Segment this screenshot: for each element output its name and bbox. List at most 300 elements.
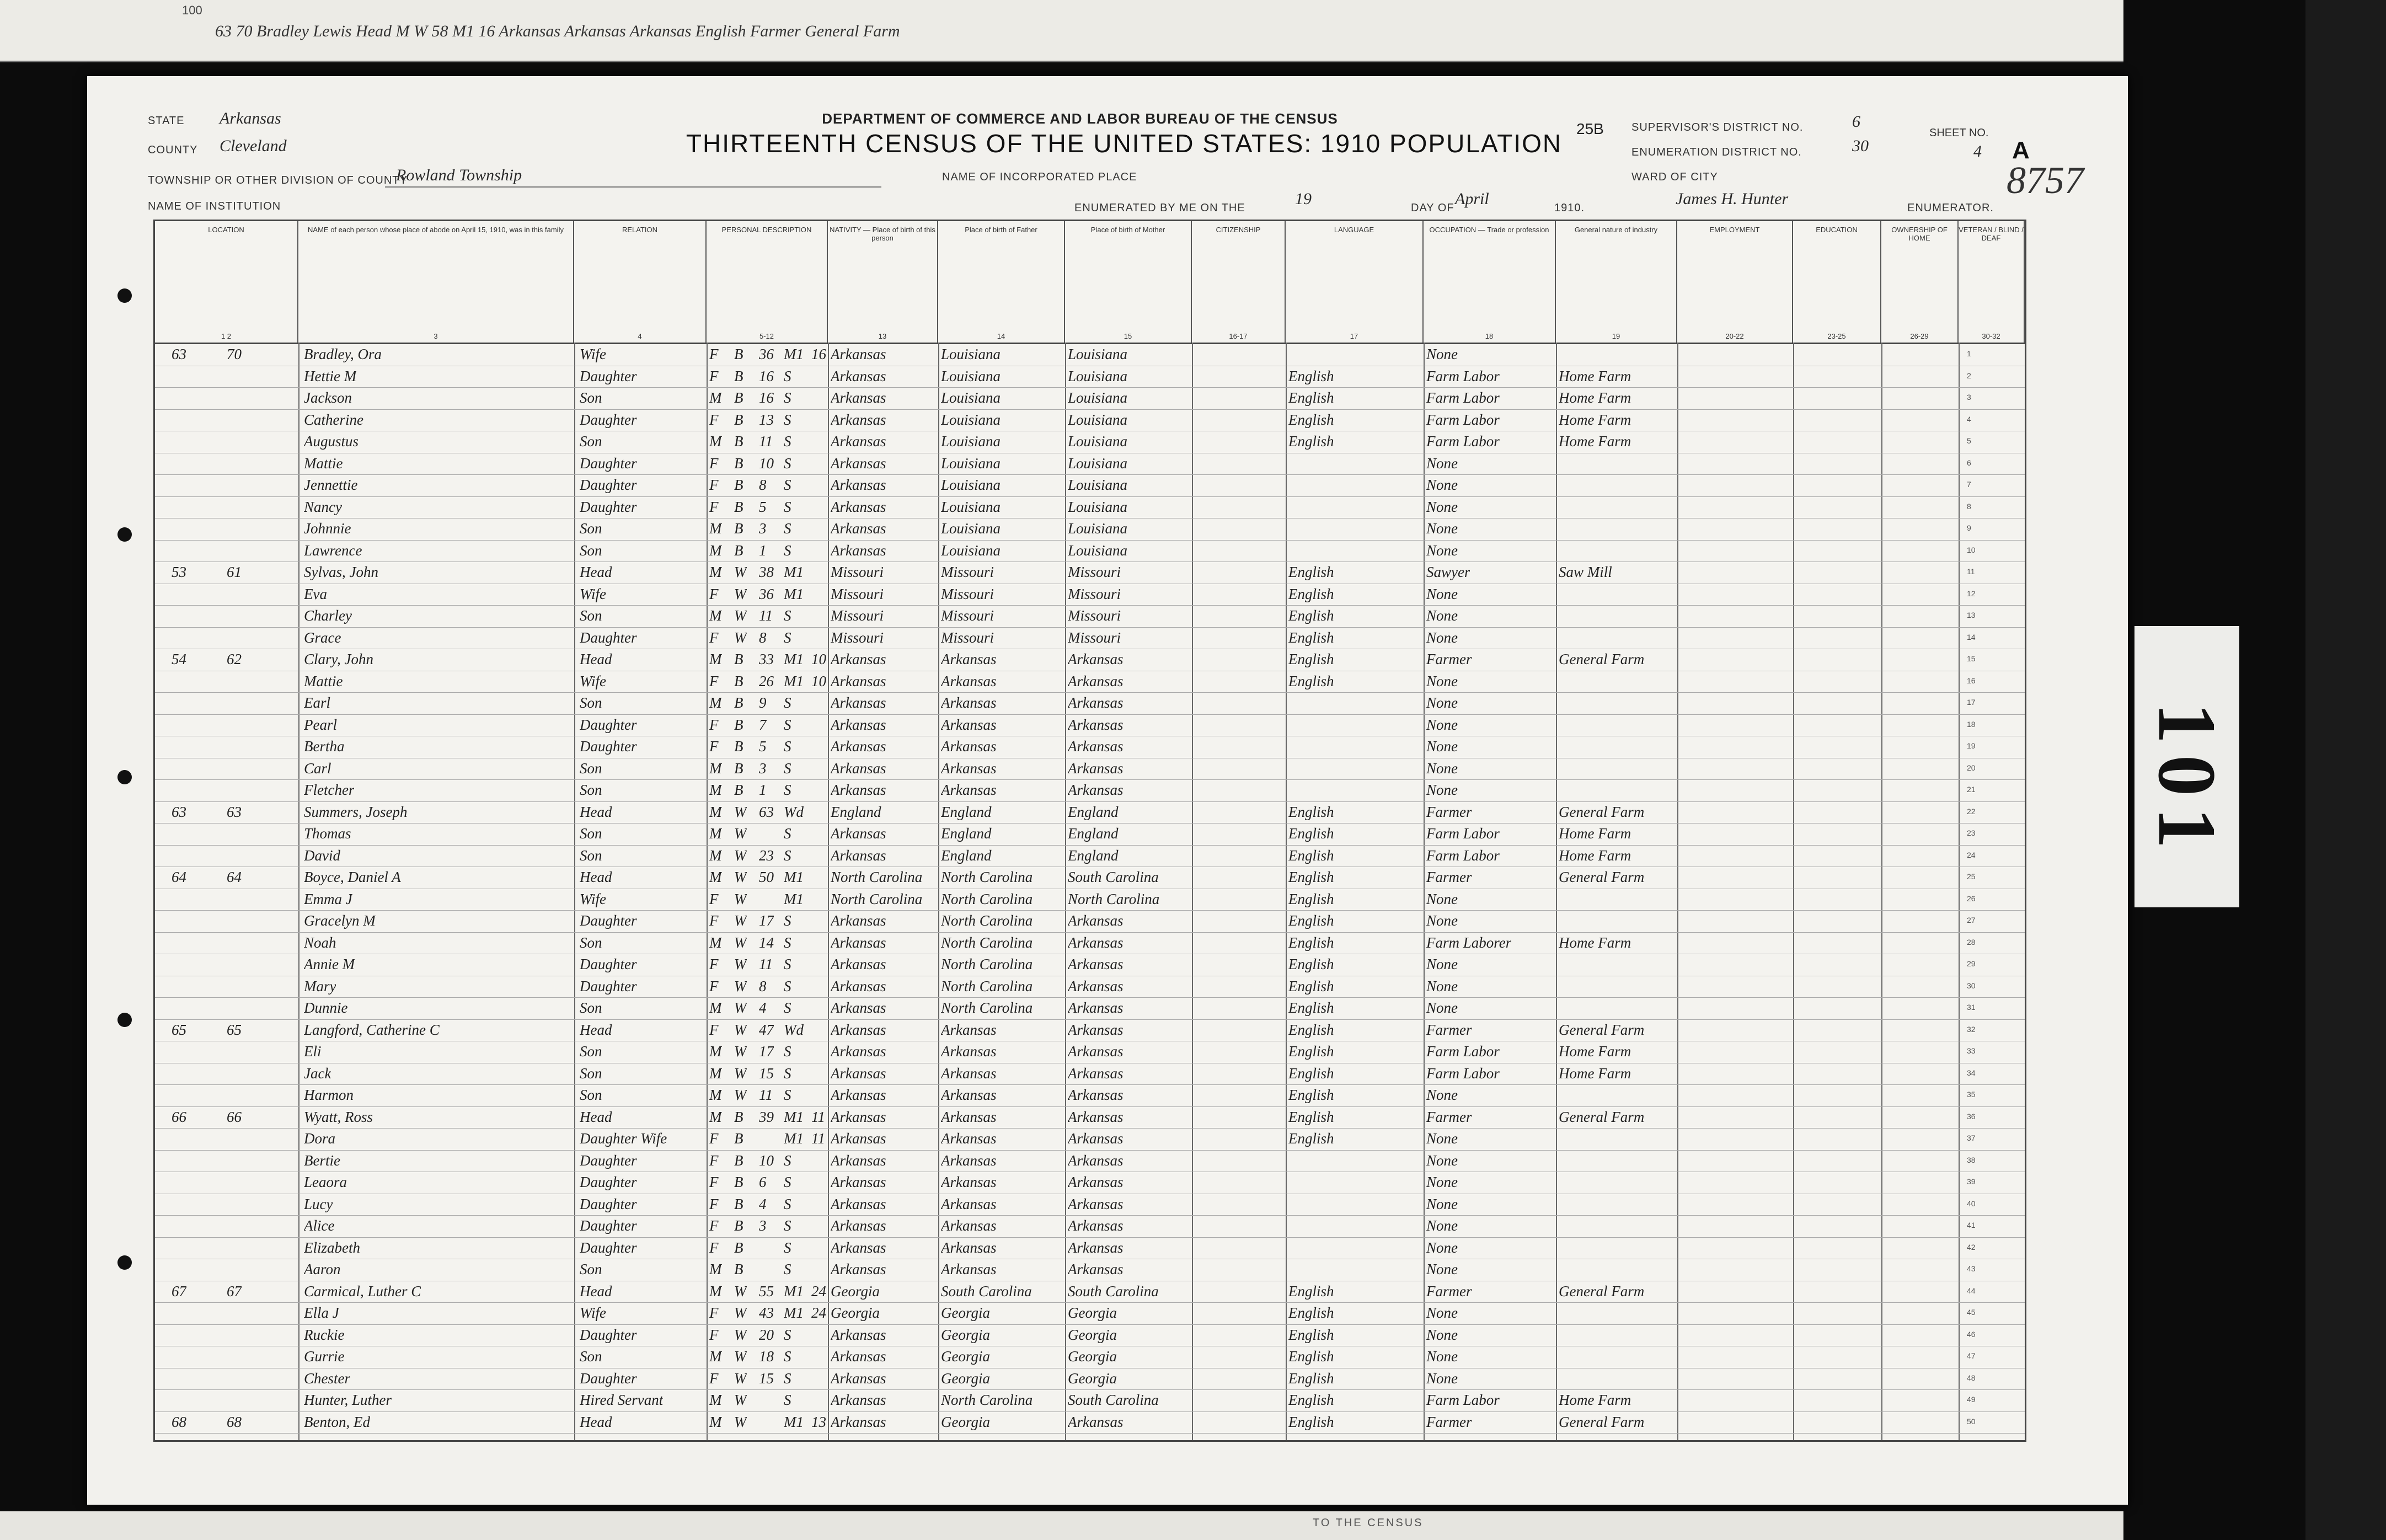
race: B bbox=[734, 367, 743, 384]
birthplace: Arkansas bbox=[831, 1348, 886, 1365]
row-number: 29 bbox=[1967, 959, 1976, 968]
occupation: None bbox=[1426, 956, 1458, 972]
father-birthplace: Georgia bbox=[941, 1370, 990, 1387]
sex: M bbox=[709, 564, 722, 580]
industry: General Farm bbox=[1559, 1282, 1645, 1300]
row-number: 6 bbox=[1967, 458, 1971, 467]
birthplace: Arkansas bbox=[831, 782, 886, 798]
language: English bbox=[1288, 367, 1334, 384]
father-birthplace: North Carolina bbox=[941, 912, 1033, 929]
column-number: 4 bbox=[638, 332, 642, 340]
race: W bbox=[734, 803, 747, 820]
enumeration-month: April bbox=[1455, 190, 1489, 208]
ward-label: WARD OF CITY bbox=[1631, 171, 1718, 183]
marital-status: Wd bbox=[784, 1021, 804, 1038]
person-name: Carl bbox=[304, 760, 331, 777]
column-rule bbox=[707, 343, 708, 1440]
relationship: Son bbox=[580, 1065, 602, 1082]
column-rule bbox=[1424, 343, 1425, 1440]
relationship: Head bbox=[580, 1413, 612, 1430]
row-number: 30 bbox=[1967, 981, 1976, 990]
mother-birthplace: Georgia bbox=[1068, 1370, 1117, 1387]
relationship: Son bbox=[580, 999, 602, 1016]
race: W bbox=[734, 564, 747, 580]
race: W bbox=[734, 912, 747, 929]
race: W bbox=[734, 890, 747, 907]
age: 10 bbox=[759, 1152, 774, 1169]
age: 8 bbox=[759, 477, 767, 493]
relationship: Head bbox=[580, 1282, 612, 1300]
column-number: 23-25 bbox=[1827, 332, 1846, 340]
enumeration-day: 19 bbox=[1295, 190, 1312, 208]
relationship: Head bbox=[580, 1021, 612, 1038]
birthplace: Arkansas bbox=[831, 1087, 886, 1103]
relationship: Son bbox=[580, 825, 602, 842]
birthplace: Arkansas bbox=[831, 1130, 886, 1147]
sex: F bbox=[709, 629, 719, 646]
column-rule bbox=[1065, 343, 1066, 1440]
mother-birthplace: Arkansas bbox=[1068, 977, 1124, 994]
race: W bbox=[734, 1065, 747, 1082]
mother-birthplace: Arkansas bbox=[1068, 1108, 1124, 1125]
occupation: None bbox=[1426, 498, 1458, 515]
person-name: Mattie bbox=[304, 672, 343, 689]
row-number: 45 bbox=[1967, 1308, 1976, 1317]
race: B bbox=[734, 1108, 743, 1125]
language: English bbox=[1288, 999, 1334, 1016]
occupation: Farm Laborer bbox=[1426, 934, 1512, 951]
relationship: Wife bbox=[580, 890, 606, 907]
mother-birthplace: Louisiana bbox=[1068, 520, 1128, 537]
relationship: Daughter bbox=[580, 629, 637, 646]
race: B bbox=[734, 498, 743, 515]
marital-status: S bbox=[784, 520, 791, 537]
race: W bbox=[734, 825, 747, 842]
marital-status: S bbox=[784, 389, 791, 406]
table-row bbox=[155, 1389, 2025, 1390]
industry: Home Farm bbox=[1559, 1065, 1631, 1082]
mother-birthplace: Arkansas bbox=[1068, 1239, 1124, 1256]
race: B bbox=[734, 716, 743, 733]
county-label: COUNTY bbox=[148, 144, 198, 156]
age: 5 bbox=[759, 738, 767, 755]
mother-birthplace: Arkansas bbox=[1068, 651, 1124, 667]
marital-status: S bbox=[784, 607, 791, 624]
race: W bbox=[734, 1087, 747, 1103]
language: English bbox=[1288, 890, 1334, 907]
person-name: Earl bbox=[304, 694, 331, 711]
birthplace: Georgia bbox=[831, 1282, 880, 1300]
father-birthplace: Georgia bbox=[941, 1348, 990, 1365]
row-number: 24 bbox=[1967, 850, 1976, 859]
birthplace: Arkansas bbox=[831, 956, 886, 972]
county-value: Cleveland bbox=[220, 137, 287, 155]
row-number: 16 bbox=[1967, 676, 1976, 685]
relationship: Son bbox=[580, 760, 602, 777]
father-birthplace: Arkansas bbox=[941, 1152, 997, 1169]
father-birthplace: Missouri bbox=[941, 564, 994, 580]
age: 15 bbox=[759, 1065, 774, 1082]
age: 6 bbox=[759, 1174, 767, 1190]
mother-birthplace: Georgia bbox=[1068, 1304, 1117, 1321]
marital-status: Wd bbox=[784, 803, 804, 820]
sheet-reference: 25B bbox=[1576, 120, 1604, 137]
column-number: 15 bbox=[1124, 332, 1132, 340]
relationship: Daughter bbox=[580, 1152, 637, 1169]
industry: General Farm bbox=[1559, 651, 1645, 667]
table-row bbox=[155, 474, 2025, 475]
table-row bbox=[155, 997, 2025, 998]
father-birthplace: Arkansas bbox=[941, 1108, 997, 1125]
industry: Home Farm bbox=[1559, 934, 1631, 951]
enumerator-label: ENUMERATOR. bbox=[1907, 202, 1994, 214]
relationship: Daughter bbox=[580, 1217, 637, 1234]
years-married: 10 bbox=[811, 651, 826, 667]
mother-birthplace: England bbox=[1068, 847, 1119, 864]
sex: F bbox=[709, 477, 719, 493]
marital-status: S bbox=[784, 454, 791, 472]
age: 17 bbox=[759, 1043, 774, 1060]
language: English bbox=[1288, 672, 1334, 689]
relationship: Daughter bbox=[580, 454, 637, 472]
dwelling-number: 64 bbox=[172, 869, 186, 885]
row-number: 19 bbox=[1967, 741, 1976, 750]
race: W bbox=[734, 1348, 747, 1365]
relationship: Wife bbox=[580, 1304, 606, 1321]
birthplace: Arkansas bbox=[831, 1021, 886, 1038]
person-name: Dunnie bbox=[304, 999, 348, 1016]
sex: M bbox=[709, 389, 722, 406]
mother-birthplace: England bbox=[1068, 803, 1119, 820]
occupation: Farm Labor bbox=[1426, 411, 1500, 428]
row-number: 11 bbox=[1967, 567, 1975, 576]
race: B bbox=[734, 542, 743, 559]
person-name: Emma J bbox=[304, 890, 352, 907]
marital-status: M1 bbox=[784, 1304, 804, 1321]
person-name: David bbox=[304, 847, 340, 864]
family-number: 62 bbox=[227, 651, 242, 667]
language: English bbox=[1288, 934, 1334, 951]
occupation: Farm Labor bbox=[1426, 1392, 1500, 1408]
mother-birthplace: Arkansas bbox=[1068, 1021, 1124, 1038]
column-header: LOCATION 1 2 bbox=[155, 221, 298, 343]
father-birthplace: Louisiana bbox=[941, 454, 1001, 472]
father-birthplace: Missouri bbox=[941, 629, 994, 646]
language: English bbox=[1288, 869, 1334, 885]
father-birthplace: Arkansas bbox=[941, 694, 997, 711]
occupation: None bbox=[1426, 716, 1458, 733]
row-number: 43 bbox=[1967, 1264, 1976, 1273]
sex: M bbox=[709, 651, 722, 667]
birthplace: Missouri bbox=[831, 607, 884, 624]
years-married: 11 bbox=[811, 1130, 825, 1147]
sex: M bbox=[709, 1282, 722, 1300]
mother-birthplace: Arkansas bbox=[1068, 1130, 1124, 1147]
table-row bbox=[155, 1128, 2025, 1129]
sex: M bbox=[709, 542, 722, 559]
person-name: Catherine bbox=[304, 411, 363, 428]
column-rule bbox=[1959, 343, 1960, 1440]
race: W bbox=[734, 1043, 747, 1060]
relationship: Son bbox=[580, 389, 602, 406]
marital-status: S bbox=[784, 1152, 791, 1169]
age: 4 bbox=[759, 999, 767, 1016]
industry: Home Farm bbox=[1559, 367, 1631, 384]
table-row bbox=[155, 1106, 2025, 1107]
industry: Home Farm bbox=[1559, 825, 1631, 842]
row-number: 34 bbox=[1967, 1068, 1976, 1077]
marital-status: S bbox=[784, 782, 791, 798]
race: W bbox=[734, 956, 747, 972]
mother-birthplace: South Carolina bbox=[1068, 869, 1159, 885]
language: English bbox=[1288, 977, 1334, 994]
dwelling-number: 63 bbox=[172, 803, 186, 820]
birthplace: Arkansas bbox=[831, 999, 886, 1016]
race: W bbox=[734, 977, 747, 994]
table-row bbox=[155, 1084, 2025, 1085]
table-row bbox=[155, 1411, 2025, 1412]
birthplace: Missouri bbox=[831, 629, 884, 646]
column-rule bbox=[1286, 343, 1287, 1440]
marital-status: S bbox=[784, 1392, 791, 1408]
industry: Home Farm bbox=[1559, 1392, 1631, 1408]
father-birthplace: England bbox=[941, 825, 992, 842]
race: B bbox=[734, 520, 743, 537]
birthplace: England bbox=[831, 803, 881, 820]
language: English bbox=[1288, 825, 1334, 842]
industry: Home Farm bbox=[1559, 1043, 1631, 1060]
binding-hole bbox=[117, 1255, 132, 1270]
person-name: Charley bbox=[304, 607, 352, 624]
sex: F bbox=[709, 890, 719, 907]
language: English bbox=[1288, 564, 1334, 580]
row-number: 17 bbox=[1967, 698, 1976, 707]
person-name: Johnnie bbox=[304, 520, 351, 537]
mother-birthplace: Arkansas bbox=[1068, 782, 1124, 798]
occupation: None bbox=[1426, 1261, 1458, 1277]
column-number: 20-22 bbox=[1725, 332, 1744, 340]
relationship: Daughter bbox=[580, 1370, 637, 1387]
birthplace: Arkansas bbox=[831, 520, 886, 537]
relationship: Wife bbox=[580, 672, 606, 689]
previous-sheet-strip bbox=[0, 0, 2123, 62]
marital-status: S bbox=[784, 1239, 791, 1256]
family-number: 61 bbox=[227, 564, 242, 580]
birthplace: Arkansas bbox=[831, 1261, 886, 1277]
mother-birthplace: Arkansas bbox=[1068, 694, 1124, 711]
occupation: None bbox=[1426, 1326, 1458, 1343]
father-birthplace: Arkansas bbox=[941, 1217, 997, 1234]
mother-birthplace: South Carolina bbox=[1068, 1392, 1159, 1408]
table-row bbox=[155, 1150, 2025, 1151]
father-birthplace: North Carolina bbox=[941, 977, 1033, 994]
column-rule bbox=[1881, 343, 1882, 1440]
mother-birthplace: Arkansas bbox=[1068, 1261, 1124, 1277]
race: B bbox=[734, 389, 743, 406]
occupation: Farmer bbox=[1426, 1413, 1472, 1430]
supervisor-district-value: 6 bbox=[1852, 113, 1860, 131]
occupation: Farmer bbox=[1426, 869, 1472, 885]
table-row bbox=[155, 540, 2025, 541]
mother-birthplace: Arkansas bbox=[1068, 1065, 1124, 1082]
race: B bbox=[734, 1239, 743, 1256]
page-number: 101 bbox=[2141, 702, 2233, 860]
enumeration-district-value: 30 bbox=[1852, 137, 1869, 155]
marital-status: S bbox=[784, 1217, 791, 1234]
occupation: None bbox=[1426, 760, 1458, 777]
sex: F bbox=[709, 498, 719, 515]
relationship: Daughter bbox=[580, 977, 637, 994]
father-birthplace: Missouri bbox=[941, 607, 994, 624]
birthplace: North Carolina bbox=[831, 890, 923, 907]
father-birthplace: North Carolina bbox=[941, 1392, 1033, 1408]
column-number: 5-12 bbox=[759, 332, 774, 340]
person-name: Elizabeth bbox=[304, 1239, 360, 1256]
row-number: 10 bbox=[1967, 545, 1976, 554]
race: B bbox=[734, 433, 743, 450]
mother-birthplace: Louisiana bbox=[1068, 346, 1128, 362]
relationship: Son bbox=[580, 1087, 602, 1103]
column-rule bbox=[1793, 343, 1794, 1440]
age: 3 bbox=[759, 1217, 767, 1234]
row-number: 15 bbox=[1967, 654, 1976, 663]
table-row bbox=[155, 692, 2025, 693]
column-rule bbox=[1556, 343, 1557, 1440]
column-header: NATIVITY — Place of birth of this person 13 bbox=[828, 221, 938, 343]
table-row bbox=[155, 1302, 2025, 1303]
age: 4 bbox=[759, 1195, 767, 1212]
industry: General Farm bbox=[1559, 803, 1645, 820]
row-number: 46 bbox=[1967, 1329, 1976, 1339]
row-number: 27 bbox=[1967, 916, 1976, 924]
birthplace: Arkansas bbox=[831, 367, 886, 384]
column-number: 17 bbox=[1350, 332, 1358, 340]
person-name: Hettie M bbox=[304, 367, 357, 384]
birthplace: Arkansas bbox=[831, 1326, 886, 1343]
relationship: Son bbox=[580, 694, 602, 711]
marital-status: S bbox=[784, 694, 791, 711]
sex: F bbox=[709, 738, 719, 755]
dwelling-number: 54 bbox=[172, 651, 186, 667]
race: B bbox=[734, 760, 743, 777]
birthplace: Arkansas bbox=[831, 694, 886, 711]
language: English bbox=[1288, 1413, 1334, 1430]
marital-status: S bbox=[784, 825, 791, 842]
department-heading: DEPARTMENT OF COMMERCE AND LABOR BUREAU OF THE CENSUS bbox=[822, 110, 1338, 127]
race: B bbox=[734, 738, 743, 755]
mother-birthplace: Arkansas bbox=[1068, 999, 1124, 1016]
person-name: Augustus bbox=[304, 433, 359, 450]
relationship: Wife bbox=[580, 585, 606, 602]
relationship: Daughter Wife bbox=[580, 1130, 667, 1147]
occupation: Farmer bbox=[1426, 803, 1472, 820]
marital-status: M1 bbox=[784, 890, 804, 907]
person-name: Benton, Ed bbox=[304, 1413, 370, 1430]
sex: M bbox=[709, 760, 722, 777]
column-number: 16-17 bbox=[1229, 332, 1248, 340]
relationship: Daughter bbox=[580, 716, 637, 733]
occupation: None bbox=[1426, 1304, 1458, 1321]
column-header: Place of birth of Mother 15 bbox=[1065, 221, 1192, 343]
table-row bbox=[155, 409, 2025, 410]
row-number: 35 bbox=[1967, 1090, 1976, 1099]
race: W bbox=[734, 1282, 747, 1300]
relationship: Hired Servant bbox=[580, 1392, 664, 1408]
relationship: Daughter bbox=[580, 1326, 637, 1343]
language: English bbox=[1288, 1348, 1334, 1365]
occupation: None bbox=[1426, 454, 1458, 472]
occupation: None bbox=[1426, 520, 1458, 537]
relationship: Daughter bbox=[580, 912, 637, 929]
column-header: LANGUAGE 17 bbox=[1286, 221, 1424, 343]
table-row bbox=[155, 627, 2025, 628]
birthplace: Arkansas bbox=[831, 1065, 886, 1082]
father-birthplace: Arkansas bbox=[941, 1239, 997, 1256]
sex: F bbox=[709, 1195, 719, 1212]
mother-birthplace: Louisiana bbox=[1068, 542, 1128, 559]
row-number: 37 bbox=[1967, 1133, 1976, 1142]
sex: F bbox=[709, 956, 719, 972]
marital-status: S bbox=[784, 411, 791, 428]
father-birthplace: Missouri bbox=[941, 585, 994, 602]
sex: M bbox=[709, 1413, 722, 1430]
occupation: None bbox=[1426, 890, 1458, 907]
father-birthplace: South Carolina bbox=[941, 1282, 1032, 1300]
mother-birthplace: Louisiana bbox=[1068, 498, 1128, 515]
sex: M bbox=[709, 934, 722, 951]
race: W bbox=[734, 999, 747, 1016]
sex: F bbox=[709, 977, 719, 994]
language: English bbox=[1288, 1021, 1334, 1038]
marital-status: S bbox=[784, 1065, 791, 1082]
age: 47 bbox=[759, 1021, 774, 1038]
race: B bbox=[734, 477, 743, 493]
row-number: 42 bbox=[1967, 1242, 1976, 1252]
marital-status: S bbox=[784, 847, 791, 864]
years-married: 13 bbox=[811, 1413, 826, 1430]
race: B bbox=[734, 1130, 743, 1147]
mother-birthplace: Arkansas bbox=[1068, 672, 1124, 689]
occupation: Sawyer bbox=[1426, 564, 1470, 580]
mother-birthplace: Arkansas bbox=[1068, 760, 1124, 777]
state-value: Arkansas bbox=[220, 109, 281, 127]
language: English bbox=[1288, 1065, 1334, 1082]
industry: Home Farm bbox=[1559, 389, 1631, 406]
family-number: 64 bbox=[227, 869, 242, 885]
age: 7 bbox=[759, 716, 767, 733]
row-number: 40 bbox=[1967, 1199, 1976, 1208]
birthplace: Arkansas bbox=[831, 1392, 886, 1408]
table-row bbox=[155, 910, 2025, 911]
mother-birthplace: Arkansas bbox=[1068, 912, 1124, 929]
mother-birthplace: Missouri bbox=[1068, 607, 1121, 624]
age: 36 bbox=[759, 585, 774, 602]
age: 13 bbox=[759, 411, 774, 428]
sex: F bbox=[709, 912, 719, 929]
father-birthplace: England bbox=[941, 847, 992, 864]
age: 3 bbox=[759, 520, 767, 537]
language: English bbox=[1288, 1043, 1334, 1060]
relationship: Son bbox=[580, 433, 602, 450]
birthplace: Arkansas bbox=[831, 1239, 886, 1256]
age: 17 bbox=[759, 912, 774, 929]
race: W bbox=[734, 1326, 747, 1343]
table-row bbox=[155, 1433, 2025, 1434]
sex: M bbox=[709, 803, 722, 820]
row-number: 14 bbox=[1967, 632, 1976, 641]
birthplace: Arkansas bbox=[831, 498, 886, 515]
years-married: 16 bbox=[811, 346, 826, 362]
